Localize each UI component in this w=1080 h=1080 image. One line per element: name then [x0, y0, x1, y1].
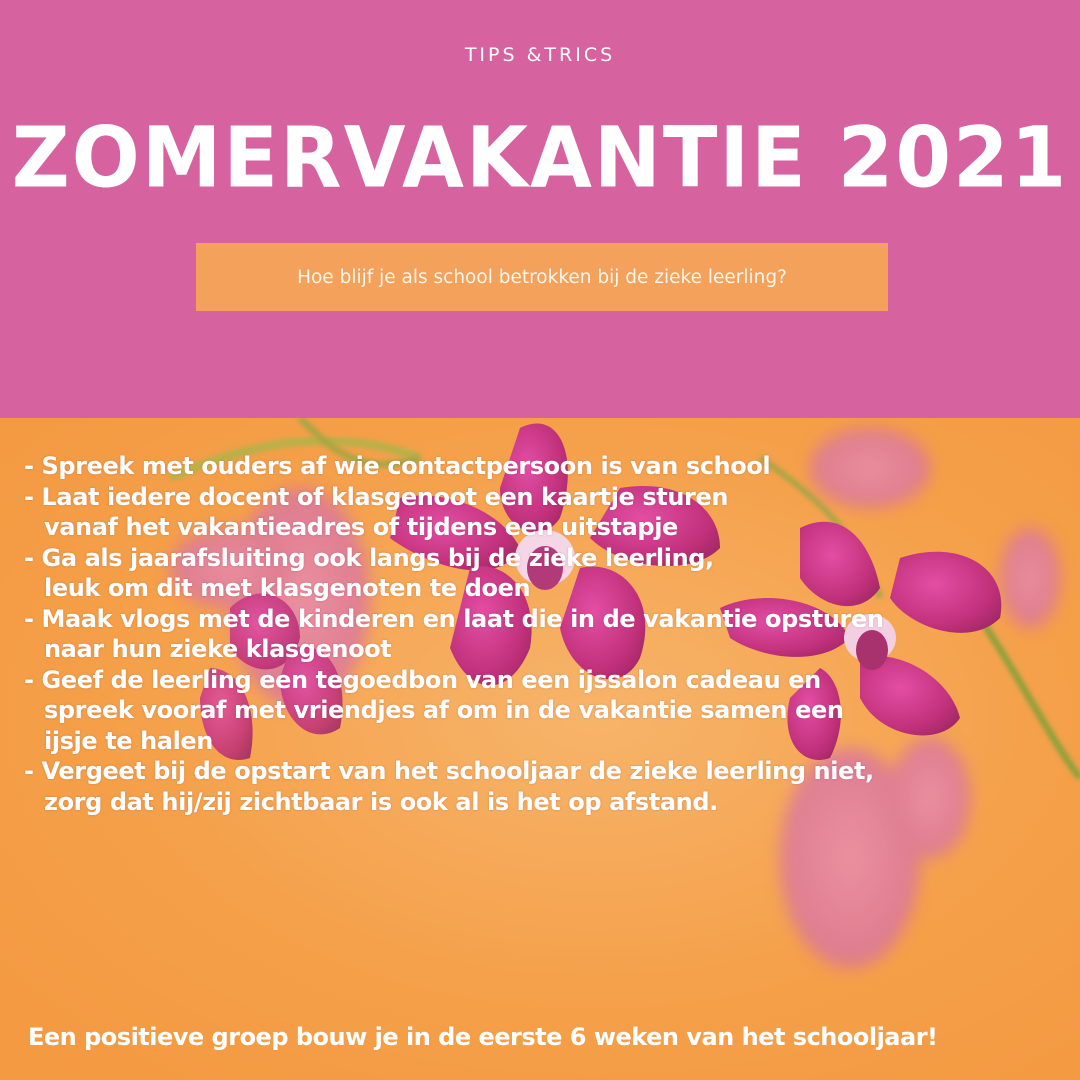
tip-line: - Laat iedere docent of klasgenoot een kaartje sturen: [24, 482, 729, 511]
tips-section: [0, 418, 1080, 1080]
tips-list: [24, 451, 1064, 817]
tip-line: vanaf het vakantieadres of tijdens een uitstapje: [44, 513, 678, 541]
tip-line: - Geef de leerling een tegoedbon van een ijssalon cadeau en: [24, 665, 821, 694]
list-item: [24, 756, 1064, 817]
tip-line: - Maak vlogs met de kinderen en laat die in de vakantie opsturen: [24, 604, 884, 633]
eyebrow-label: TIPS &TRICS: [464, 44, 616, 66]
tip-line: ijsje te halen: [44, 726, 213, 755]
tip-line: leuk om dit met klasgenoten te doen: [44, 574, 531, 602]
closing-statement: Een positieve groep bouw je in de eerste 6 weken van het schooljaar!: [28, 1023, 938, 1051]
tip-line: spreek vooraf met vriendjes af om in de vakantie samen een: [44, 696, 844, 724]
list-item: [24, 543, 1064, 604]
list-item: [24, 482, 1064, 543]
subtitle-box: [196, 243, 888, 311]
tip-line: - Vergeet bij de opstart van het schooljaar de zieke leerling niet,: [24, 757, 874, 785]
tip-line: - Spreek met ouders af wie contactpersoon is van school: [24, 452, 771, 480]
subtitle-text: Hoe blijf je als school betrokken bij de zieke leerling?: [297, 266, 787, 288]
list-item: [24, 604, 1064, 665]
tip-line: - Ga als jaarafsluiting ook langs bij de zieke leerling,: [24, 543, 714, 572]
list-item: [24, 451, 1064, 482]
header-band: [0, 0, 1080, 418]
page-title: ZOMERVAKANTIE 2021: [11, 108, 1069, 207]
tip-line: naar hun zieke klasgenoot: [44, 635, 392, 663]
list-item: [24, 665, 1064, 757]
tip-line: zorg dat hij/zij zichtbaar is ook al is het op afstand.: [44, 787, 718, 816]
